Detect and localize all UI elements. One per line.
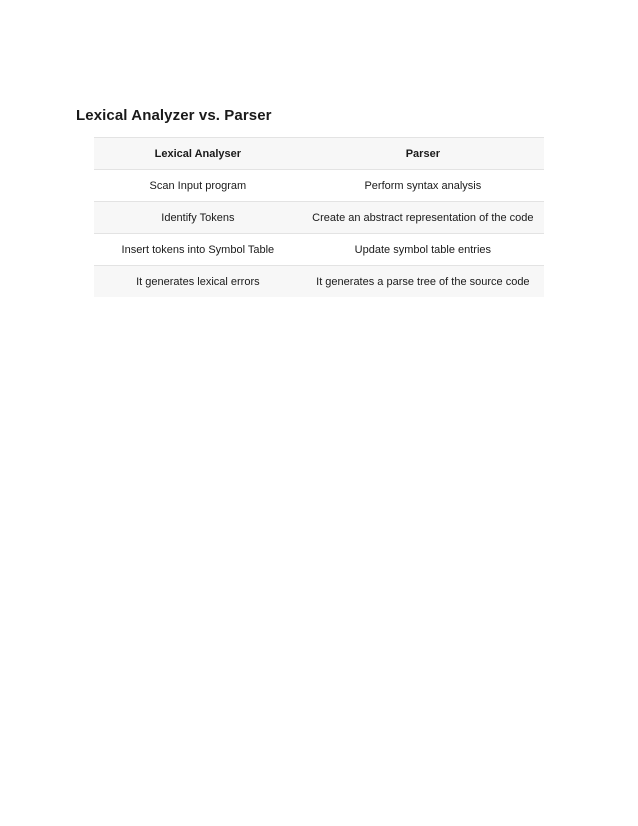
lexical-cell: Identify Tokens bbox=[94, 202, 302, 234]
table-row bbox=[94, 202, 544, 234]
table-body bbox=[94, 170, 544, 298]
lexical-cell: It generates lexical errors bbox=[94, 266, 302, 298]
section-heading: Lexical Analyzer vs. Parser bbox=[76, 107, 272, 124]
parser-cell: Update symbol table entries bbox=[302, 234, 544, 266]
parser-cell: It generates a parse tree of the source code bbox=[302, 266, 544, 298]
table-header bbox=[94, 138, 544, 170]
table-row bbox=[94, 170, 544, 202]
comparison-table bbox=[94, 137, 544, 297]
parser-cell: Create an abstract representation of the code bbox=[302, 202, 544, 234]
column-header-parser: Parser bbox=[302, 138, 544, 170]
column-header-lexical-analyser: Lexical Analyser bbox=[94, 138, 302, 170]
header-row bbox=[94, 138, 544, 170]
lexical-cell: Scan Input program bbox=[94, 170, 302, 202]
table-row bbox=[94, 266, 544, 298]
lexical-cell: Insert tokens into Symbol Table bbox=[94, 234, 302, 266]
parser-cell: Perform syntax analysis bbox=[302, 170, 544, 202]
table-row bbox=[94, 234, 544, 266]
